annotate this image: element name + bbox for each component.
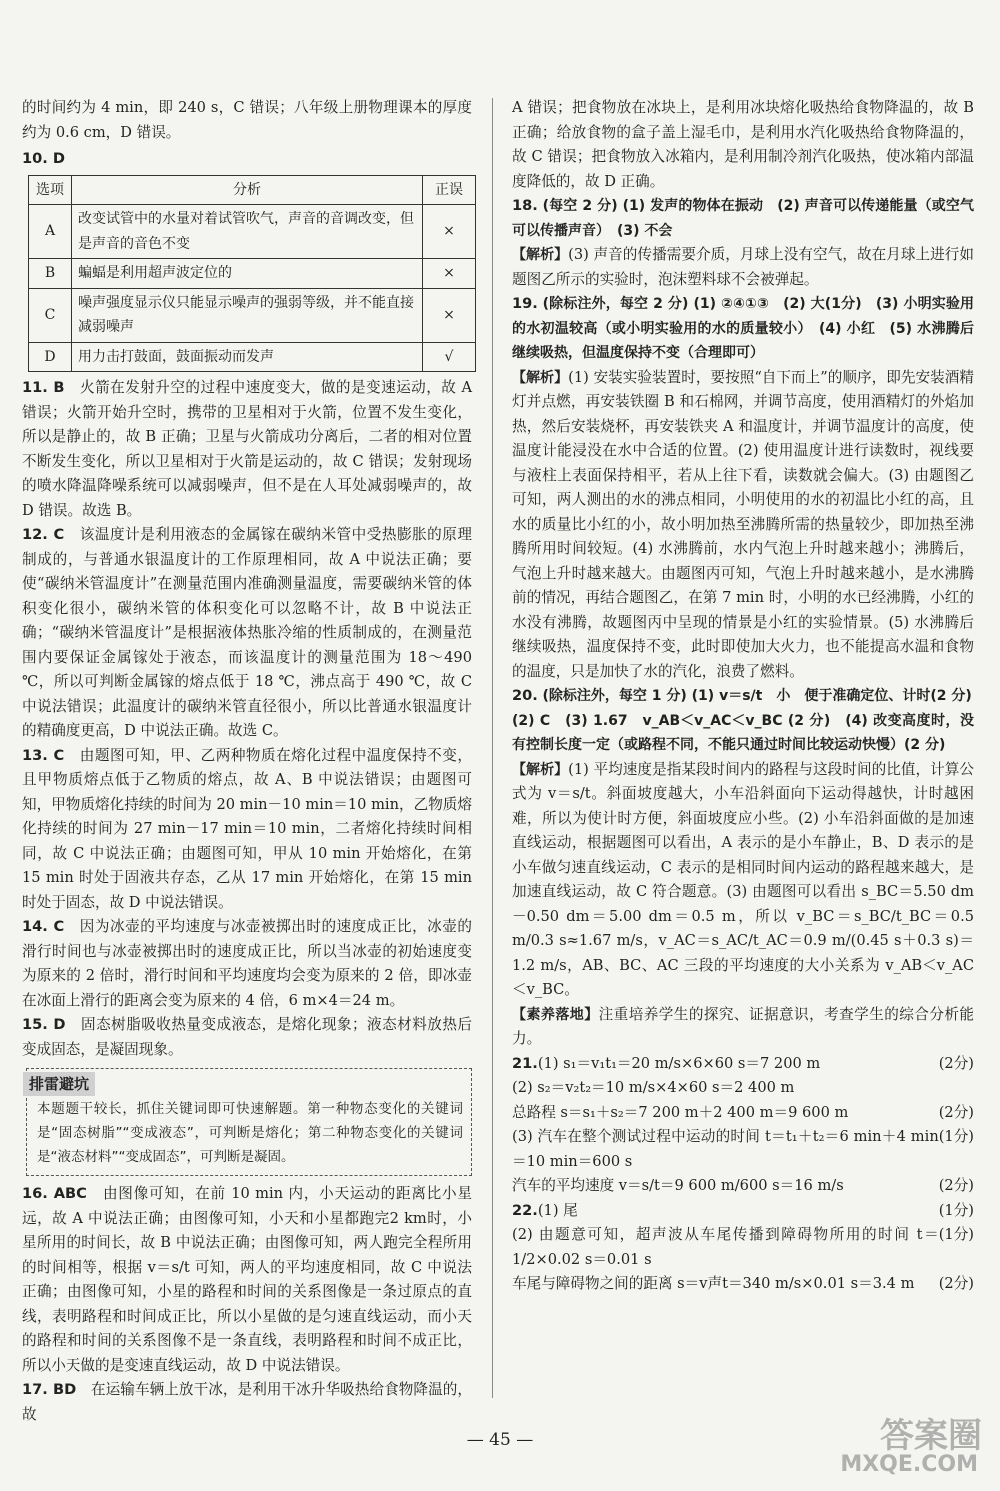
tip-text: 本题题干较长，抓住关键词即可快速解题。第一种物态变化的关键词是“固态树脂”“变成液态”，可判断是熔化；第二种物态变化的关键词是“液态材料”“变成固态”，可判断是凝固。 [37, 1101, 463, 1165]
q15-answer: 15. D 固态树脂吸收热量变成液态，是熔化现象；液态材料放热后变成固态，是凝固现象。 [22, 1016, 472, 1058]
q21-line: (2) s₂＝v₂t₂＝10 m/s×4×60 s＝2 400 m [512, 1079, 795, 1096]
q20-literacy: 【素养落地】注重培养学生的探究、证据意识，考查学生的综合分析能力。 [512, 1005, 974, 1047]
column-divider [492, 98, 493, 1398]
page-number: — 45 — [466, 1430, 534, 1450]
q11-answer: 11. B 火箭在发射升空的过程中速度变大，做的是变速运动，故 A 错误；火箭开始升空时，携带的卫星相对于火箭，位置不发生变化，所以是静止的，故 B 正确；卫星与火箭成功分离后，二者的相对位置不断发生变化，所以卫星相对于火箭是运动的，故 C 错误；发射现场的喷水降温降噪系统可以减弱噪声，但不是在人耳处减弱噪声的，故 D 错误。故选 B。 [22, 379, 472, 519]
q10-answer: 10. D [22, 150, 66, 167]
q21-line: (1分) (3) 汽车在整个测试过程中运动的时间 t＝t₁＋t₂＝6 min＋4 min＝10 min＝600 s [512, 1128, 974, 1170]
q16-answer: 16. ABC 由图像可知，在前 10 min 内，小天运动的距离比小星远，故 A 中说法正确；由图像可知，小天和小星都跑完2 km时，小星所用的时间长，故 B 中说法正确；由图像可知，两人跑完全程所用的时间相等，根据 v＝s/t 可知，两人的平均速度相同，故 C 中说法正确；由图像可知，小星的路程和时间的关系图像是一条过原点的直线，表明路程和时间成正比，所以小星做的是匀速直线运动，而小天的路程和时间的关系图像不是一条直线，表明路程和时间不成正比，所以小天做的是变速直线运动，故 D 中说法错误。 [22, 1185, 472, 1374]
table-header: 选项 [29, 175, 72, 205]
table-header: 正误 [423, 175, 476, 205]
tip-box [26, 1068, 472, 1176]
q20-analysis: 【解析】(1) 平均速度是指某段时间内的路程与这段时间的比值，计算公式为 v＝s/t。斜面坡度越大，小车沿斜面向下运动得越快，计时越困难，所以为使计时方便，斜面坡度应小些。(2) 小车沿斜面做的是加速直线运动，根据题图可以看出，A 表示的是小车静止，B、D 表示的是小车做匀速直线运动，C 表示的是相同时间内运动的路程越来越大，是加速直线运动，故 C 符合题意。(3) 由题图可以看出 s_BC＝5.50 dm－0.50 dm＝5.00 dm＝0.5 m，所以 v_BC＝s_BC/t_BC＝0.5 m/0.3 s≈1.67 m/s，v_AC＝s_AC/t_AC＝0.9 m/(0.45 s＋0.3 s)＝1.2 m/s，AB、BC、AC 三段的平均速度的大小关系为 v_AB＜v_AC＜v_BC。 [512, 760, 974, 998]
q13-answer: 13. C 由题图可知，甲、乙两种物质在熔化过程中温度保持不变，且甲物质熔点低于乙物质的熔点，故 A、B 中说法错误；由题图可知，甲物质熔化持续的时间为 20 min－10 min＝10 min，乙物质熔化持续的时间为 27 min－17 min＝10 min，二者熔化持续时间相同，故 C 中说法正确；由题图可知，甲从 10 min 开始熔化，在第 15 min 时处于固液共存态，乙从 17 min 开始熔化，在第 15 min 时处于固态，故 D 中说法错误。 [22, 746, 472, 911]
watermark-logo: 答案圈 [880, 1416, 982, 1456]
q21-answer: 21. (2分) (1) s₁＝v₁t₁＝20 m/s×6×60 s＝7 200 m [512, 1054, 974, 1072]
q19-answer: 19. (除标注外，每空 2 分) (1) ②④①③ (2) 大(1分) (3) 小明实验用的水初温较高（或小明实验用的水的质量较小） (4) 小红 (5) 水沸腾后继续吸热，但温度保持不变（合理即可） [512, 295, 974, 361]
table-row: B 蝙蝠是利用超声波定位的 × [29, 259, 476, 289]
q20-answer-cont: (2) C (3) 1.67 v_AB＜v_AC＜v_BC (2 分) (4) 改变高度时，没有控制长度一定（或路程不同，不能只通过时间比较运动快慢）(2 分) [512, 712, 974, 753]
left-column [22, 96, 472, 1427]
intro-text: 的时间约为 4 min，即 240 s，C 错误；八年级上册物理课本的厚度约为 0.6 cm，D 错误。 [22, 99, 472, 141]
table-header: 分析 [72, 175, 423, 205]
q22-answer: 22. (1分) (1) 尾 [512, 1201, 974, 1219]
analysis-table [28, 175, 476, 373]
right-column [512, 96, 974, 1297]
q17-answer: 17. BD 在运输车辆上放干冰，是利用干冰升华吸热给食物降温的，故 [22, 1381, 472, 1423]
q14-answer: 14. C 因为冰壶的平均速度与冰壶被掷出时的速度成正比，冰壶的滑行时间也与冰壶被掷出时的速度成正比，所以当冰壶的初始速度变为原来的 2 倍时，滑行时间和平均速度均会变为原来的 2 倍，即冰壶在冰面上滑行的距离会变为原来的 4 倍，6 m×4＝24 m。 [22, 918, 472, 1009]
q22-line: (1分) (2) 由题意可知，超声波从车尾传播到障碍物所用的时间 t＝1/2×0.02 s＝0.01 s [512, 1226, 974, 1268]
table-row: C 噪声强度显示仪只能显示噪声的强弱等级，并不能直接减弱噪声 × [29, 288, 476, 342]
table-row: D 用力击打鼓面，鼓面振动而发声 √ [29, 342, 476, 372]
tip-title: 排雷避坑 [23, 1072, 95, 1096]
q22-line: (2分) 车尾与障碍物之间的距离 s＝v声t＝340 m/s×0.01 s＝3.4 m [512, 1275, 974, 1292]
q21-line: (2分) 总路程 s＝s₁＋s₂＝7 200 m＋2 400 m＝9 600 m [512, 1103, 974, 1121]
q21-line: (2分) 汽车的平均速度 v＝s/t＝9 600 m/600 s＝16 m/s [512, 1177, 974, 1194]
q18-analysis: 【解析】(3) 声音的传播需要介质，月球上没有空气，故在月球上进行如题图乙所示的实验时，泡沫塑料球不会被弹起。 [512, 246, 974, 288]
table-row: A 改变试管中的水量对着试管吹气，声音的音调改变，但是声音的音色不变 × [29, 205, 476, 259]
q17-continued: A 错误；把食物放在冰块上，是利用冰块熔化吸热给食物降温的，故 B 正确；给放食物的盒子盖上湿毛巾，是利用水汽化吸热给食物降温的，故 C 错误；把食物放入冰箱内，是利用制冷剂汽化吸热，使冰箱内部温度降低的，故 D 正确。 [512, 99, 974, 190]
q12-answer: 12. C 该温度计是利用液态的金属镓在碳纳米管中受热膨胀的原理制成的，与普通水银温度计的工作原理相同，故 A 中说法正确；要使“碳纳米管温度计”在测量范围内准确测量温度，需要碳纳米管的体积变化很小，碳纳米管的体积变化可以忽略不计，故 B 中说法正确；“碳纳米管温度计”是根据液体热胀冷缩的性质制成的，在测量范围内要保证金属镓处于液态，而该温度计的测量范围为 18～490 ℃，所以可判断金属镓的熔点低于 18 ℃，沸点高于 490 ℃，故 C 中说法错误；此温度计的碳纳米管直径很小，所以比普通水银温度计的精确度更高，D 中说法正确。故选 C。 [22, 526, 472, 739]
q20-answer: 20. (除标注外，每空 1 分) (1) v＝s/t 小 便于准确定位、计时(2 分) [512, 687, 972, 704]
q18-answer: 18. (每空 2 分) (1) 发声的物体在振动 (2) 声音可以传递能量（或空气可以传播声音） (3) 不会 [512, 197, 975, 239]
watermark-url: MXQE.COM [840, 1452, 978, 1477]
q19-analysis: 【解析】(1) 安装实验装置时，要按照“自下而上”的顺序，即先安装酒精灯并点燃，再安装铁圈 B 和石棉网，并调节高度，使用酒精灯的外焰加热，然后安装烧杯，再安装铁夹 A 和温度计，并调节温度计的高度，使温度计能浸没在水中合适的位置。(2) 使用温度计进行读数时，视线要与液柱上表面保持相平，若从上往下看，读数就会偏大。(3) 由题图乙可知，两人测出的水的沸点相同，小明使用的水的初温比小红的高，且水的质量比小红的小，故小明加热至沸腾所需的热量较少，即加热至沸腾所用时间较短。(4) 水沸腾前，水内气泡上升时越来越小；沸腾后，气泡上升时越来越大。由题图丙可知，气泡上升时越来越小，是水沸腾前的情况，再结合题图乙，在第 7 min 时，小明的水已经沸腾，小红的水没有沸腾，故题图丙中呈现的情景是小红的实验情景。(5) 水沸腾后继续吸热，温度保持不变，此时即使加大火力，也不能提高水温和食物的温度，只是加快了水的汽化，浪费了燃料。 [512, 368, 974, 680]
